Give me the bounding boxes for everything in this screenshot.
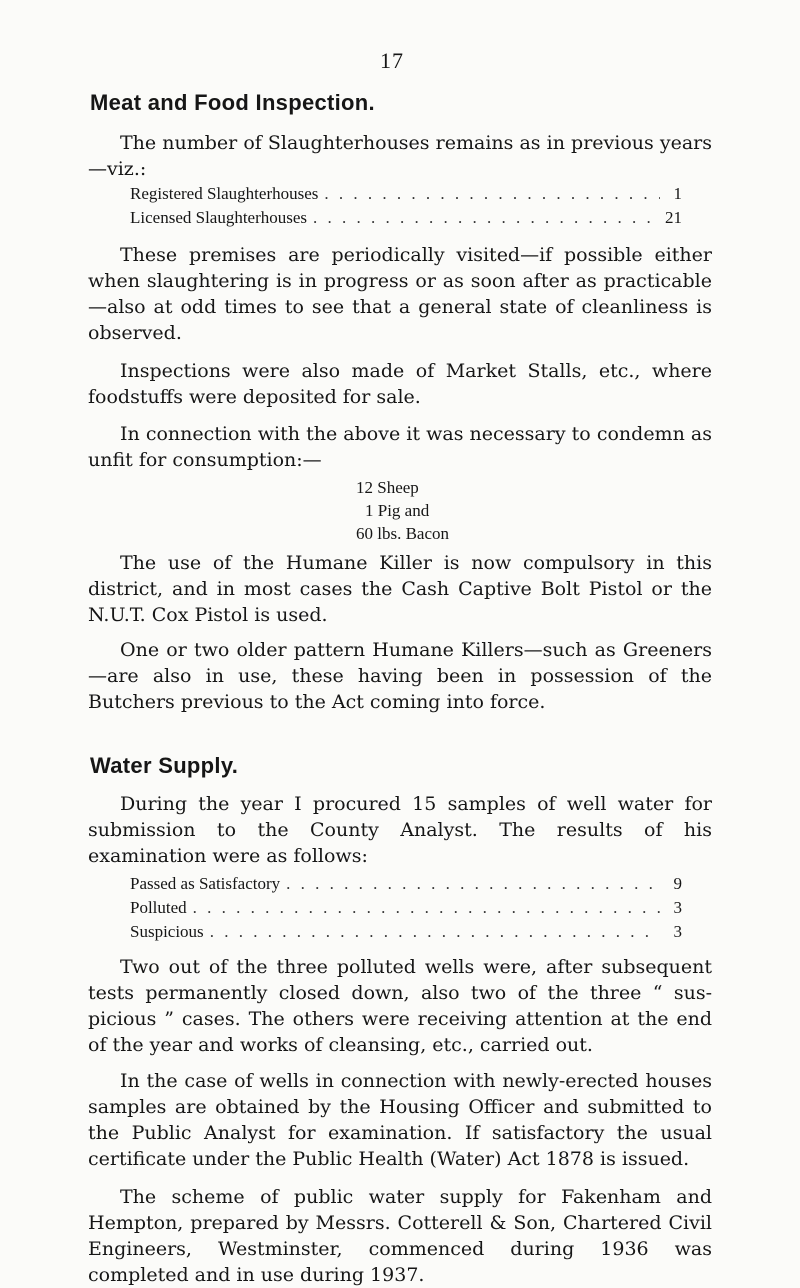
market-paragraph: Inspections were also made of Market Stalls, etc., where foodstuffs were deposited for sale.: [88, 360, 712, 408]
visits-paragraph: These premises are periodically visited—if possible either when slaughtering is in progress or as soon after as practicable —also at odd times to see that a general state of cleanliness is observed.: [88, 244, 712, 344]
slaughterhouses-intro: The number of Slaughterhouses remains as in previous years—viz.:: [88, 132, 712, 180]
water-results-table: [130, 874, 682, 946]
older-pattern-paragraph: One or two older pattern Humane Killers—such as Greeners —are also in use, these having been in possession of the Butchers previous to the Act coming into force.: [88, 639, 712, 713]
section-heading-meat: Meat and Food Inspection.: [90, 90, 375, 115]
leader-dots: [193, 898, 660, 918]
section-heading-water: Water Supply.: [90, 753, 239, 778]
list-item: 60 lbs. Bacon: [356, 524, 450, 543]
scheme-paragraph: The scheme of public water supply for Fakenham and Hempton, prepared by Messrs. Cotterell & Son, Chartered Civil Engineers, Westminster, commenced during 1936 was completed and in use during 1937.: [88, 1186, 712, 1286]
condemned-list: [356, 476, 449, 545]
row-value: 3: [673, 898, 682, 917]
condemn-intro: In connection with the above it was necessary to condemn as unfit for consumption:—: [88, 423, 712, 471]
slaughterhouse-table: [130, 184, 682, 232]
row-label: Passed as Satisfactory: [130, 874, 281, 893]
table-row: [130, 184, 682, 208]
page-number: 17: [380, 48, 404, 73]
polluted-wells-paragraph: Two out of the three polluted wells were, after subsequent tests permanently closed down, also two of the three “ sus- picious ” cases. The others were receiving attention at the end of the year and works of cleansing, etc., carried out.: [88, 956, 712, 1056]
leader-dots: [313, 208, 657, 228]
row-label: Registered Slaughterhouses: [130, 184, 319, 203]
table-row: [130, 208, 682, 232]
humane-killer-paragraph: The use of the Humane Killer is now compulsory in this district, and in most cases the Cash Captive Bolt Pistol or the N.U.T. Cox Pistol is used.: [88, 552, 712, 626]
leader-dots: [210, 922, 660, 942]
water-intro: During the year I procured 15 samples of well water for submission to the County Analyst. The results of his examination were as follows:: [88, 793, 712, 867]
table-row: [130, 922, 682, 946]
row-label: Suspicious: [130, 922, 204, 941]
row-value: 3: [673, 922, 682, 941]
table-row: [130, 898, 682, 922]
leader-dots: [286, 874, 660, 894]
row-label: Polluted: [130, 898, 187, 917]
row-value: 9: [673, 874, 682, 893]
row-value: 1: [673, 184, 682, 203]
new-houses-paragraph: In the case of wells in connection with newly-erected houses samples are obtained by the Housing Officer and submitted to the Public Analyst for examination. If satisfactory the usual certificate under the Public Health (Water) Act 1878 is issued.: [88, 1070, 712, 1170]
row-label: Licensed Slaughterhouses: [130, 208, 308, 227]
list-item: 1 Pig and: [365, 501, 430, 520]
row-value: 21: [665, 208, 682, 227]
table-row: [130, 874, 682, 898]
leader-dots: [324, 184, 660, 204]
list-item: 12 Sheep: [356, 478, 419, 497]
